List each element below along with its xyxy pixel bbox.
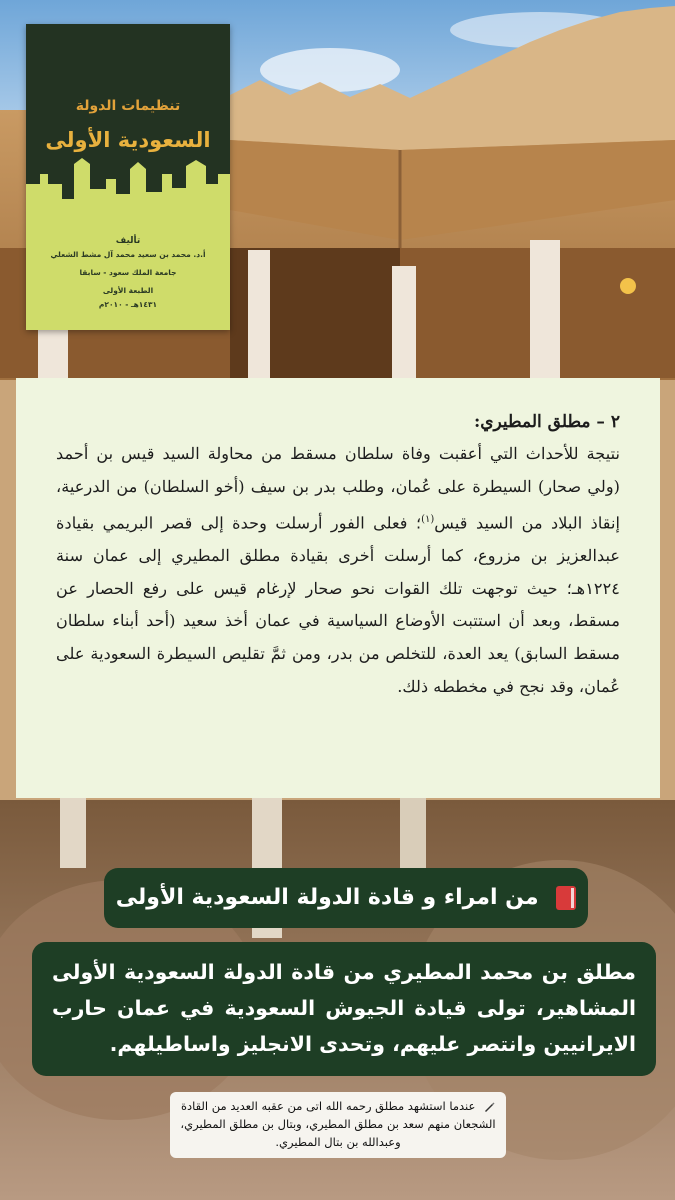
book-cover-year: ١٤٣١هـ - ٢٠١٠م (98, 300, 158, 309)
book-cover-edition: الطبعة الأولى (102, 286, 154, 295)
book-cover-affiliation: جامعة الملك سعود - سابقا (79, 268, 177, 277)
book-cover-image (26, 24, 230, 330)
red-book-icon (556, 886, 576, 910)
page-paragraph-part1: نتيجة للأحداث التي أعقبت وفاة سلطان مسقط من محاولة السيد قيس بن أحمد (ولي صحار) السيطرة على عُمان، وطلب بدر بن سيف (أخو السلطان) من الدرعية، إنقاذ البلاد من السيد قيس (56, 444, 620, 532)
story-main-text: مطلق بن محمد المطيري من قادة الدولة السعودية الأولى المشاهير، تولى قيادة الجيوش السعودية في عمان حارب الايرانيين وانتصر عليهم، وتحدى الانجليز واساطيلهم. (52, 960, 636, 1056)
book-cover-title-line1: تنظيمات الدولة (75, 98, 181, 114)
page-paragraph (56, 438, 620, 704)
story-label-text: من امراء و قادة الدولة السعودية الأولى (115, 885, 539, 910)
story-note-box (170, 1092, 506, 1158)
book-cover-author-label: تأليف (115, 236, 141, 246)
page-paragraph-part2: ؛ فعلى الفور أرسلت وحدة إلى قصر البريمي بقيادة عبدالعزيز بن مزروع، كما أرسلت أخرى بقيادة مطلق المطيري إلى عمان سنة ١٢٢٤هـ؛ حيث توجهت تلك القوات نحو صحار لإرغام قيس على رفع الحصار عن مسقط، وبعد أن استتبت الأوضاع السياسية في عمان أخذ سعيد (أحد أبناء سلطان مسقط السابق) يعد العدة، للتخلص من بدر، ومن ثمَّ تقليص السيطرة السعودية على عُمان، وقد نجح في مخططه ذلك. (56, 512, 620, 696)
footnote-reference: (١) (421, 513, 435, 525)
story-note-text: عندما استشهد مطلق رحمه الله اتى من عقبه العديد من القادة الشجعان منهم سعد بن مطلق المطيري، وبتال بن مطلق المطيري، وعبدالله بن بتال المطيري. (180, 1099, 496, 1149)
book-cover-title-line2: السعودية الأولى (45, 128, 211, 152)
pen-icon (483, 1101, 495, 1113)
story-label-box (104, 868, 588, 928)
book-cover-author: أ.د. محمد بن سعيد محمد آل مشط الشعلي (50, 250, 206, 259)
page-heading: ٢ – مطلق المطيري: (473, 412, 620, 432)
story-main-box (32, 942, 656, 1076)
book-cover-skyline (26, 144, 230, 234)
book-page-scan (16, 378, 660, 798)
